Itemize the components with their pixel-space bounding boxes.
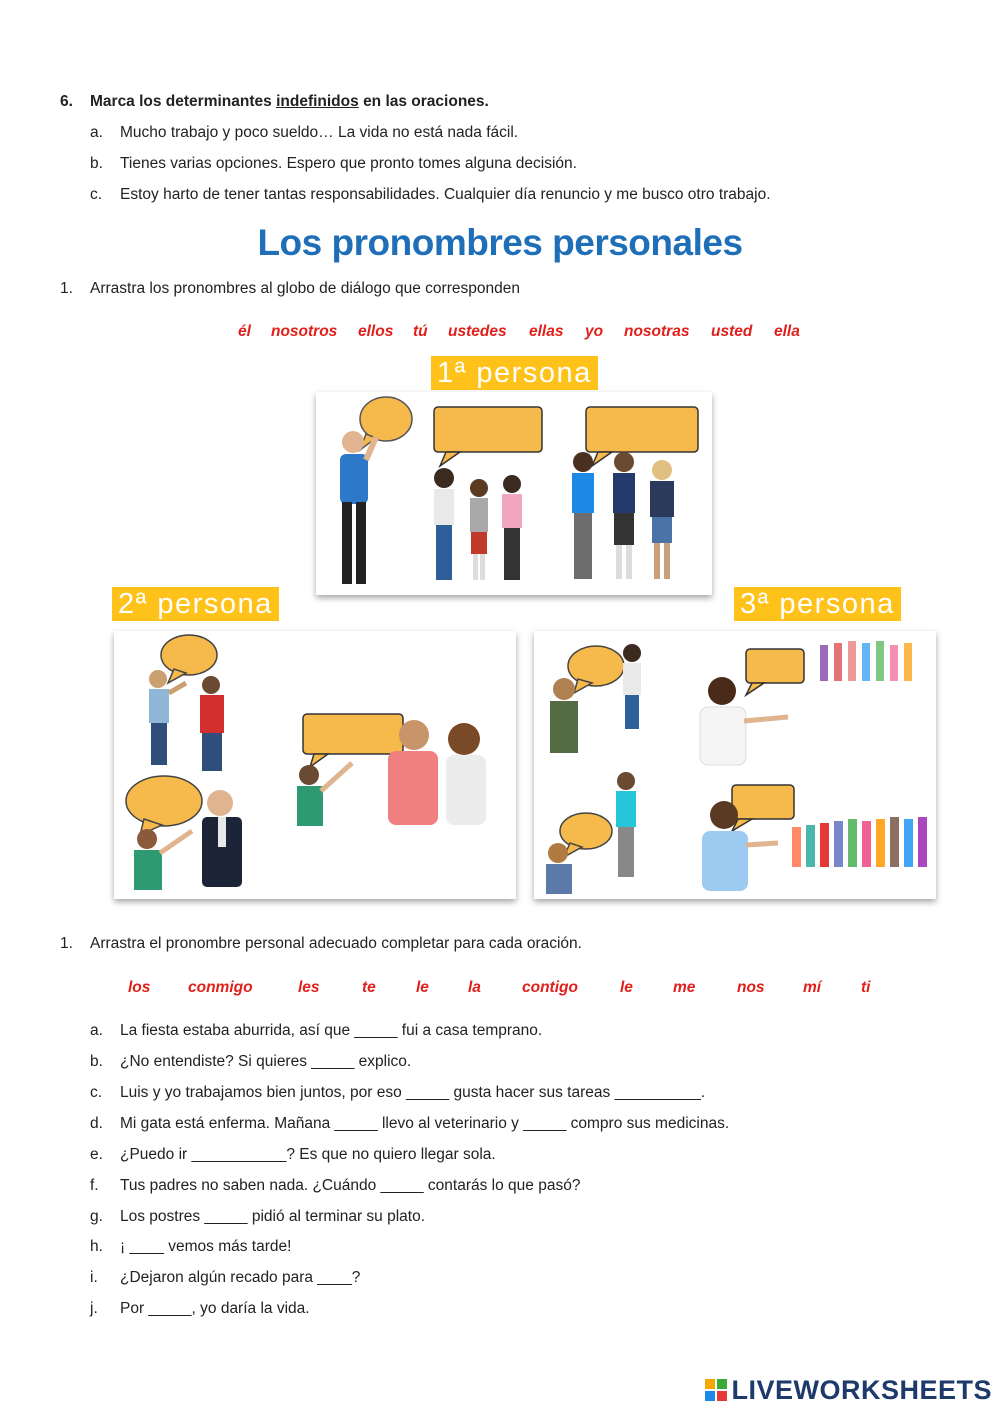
speech-bubble[interactable] [746,649,804,695]
item-text[interactable]: Mucho trabajo y poco sueldo… La vida no está nada fácil. [120,124,519,141]
draggable-word[interactable]: conmigo [188,979,253,996]
kids-line-figure [792,817,927,867]
section-title: Los pronombres personales [257,222,743,263]
sentence-i[interactable] [90,1269,360,1287]
speech-bubble[interactable] [126,776,202,835]
exercise-2-number: 1. [60,935,73,952]
draggable-word[interactable]: nosotros [271,323,338,340]
sentence-j[interactable] [90,1300,310,1318]
sentence-6b[interactable] [90,155,577,173]
item-letter: c. [90,1084,103,1101]
liveworksheets-brand: LIVEWORKSHEETS [731,1374,992,1405]
third-person-label: 3ª persona [734,587,901,621]
boy-red-sweater-figure [200,676,224,771]
sentence-d[interactable] [90,1115,729,1133]
draggable-word[interactable]: le [416,979,429,996]
item-letter: f. [90,1177,99,1194]
draggable-word[interactable]: nos [737,979,765,996]
draggable-word[interactable]: le [620,979,633,996]
item-letter: b. [90,1053,103,1070]
speech-bubble[interactable] [360,397,412,450]
sentence-c[interactable] [90,1084,705,1102]
exercise-2-instruction: Arrastra el pronombre personal adecuado completar para cada oración. [90,935,582,952]
kids-group-figure [572,452,674,579]
item-letter: c. [90,186,103,203]
sentence-h[interactable] [90,1238,291,1256]
first-person-label: 1ª persona [431,356,598,390]
draggable-word[interactable]: los [128,979,151,996]
item-text[interactable]: Mi gata está enferma. Mañana _____ llevo al veterinario y _____ compro sus medicinas. [120,1115,730,1132]
liveworksheets-logo-icon [705,1379,727,1401]
item-text[interactable]: ¡ ____ vemos más tarde! [120,1238,292,1255]
sentence-a[interactable] [90,1022,542,1040]
item-letter: g. [90,1208,103,1225]
speech-bubble[interactable] [586,407,698,466]
draggable-word[interactable]: yo [585,323,604,340]
first-person-image [316,392,712,595]
instruction-underlined: indefinidos [276,93,359,110]
boy-green-figure [134,829,192,890]
liveworksheets-footer[interactable] [705,1373,992,1407]
exercise-6-instruction [90,93,489,111]
draggable-word[interactable]: él [238,323,251,340]
draggable-word[interactable]: me [673,979,696,996]
couple-figure [388,720,486,825]
second-person-label: 2ª persona [112,587,279,621]
instruction-prefix: Marca los determinantes [90,93,272,110]
item-letter: d. [90,1115,103,1132]
item-text[interactable]: Tienes varias opciones. Espero que pronto tomes alguna decisión. [120,155,577,172]
item-text[interactable]: Tus padres no saben nada. ¿Cuándo _____ contarás lo que pasó? [120,1177,581,1194]
draggable-word[interactable]: contigo [522,979,578,996]
instruction-suffix: en las oraciones. [363,93,489,110]
draggable-word[interactable]: les [298,979,320,996]
sentence-b[interactable] [90,1053,411,1071]
item-text[interactable]: ¿No entendiste? Si quieres _____ explico. [120,1053,412,1070]
draggable-word[interactable]: nosotras [624,323,690,340]
second-person-image [114,631,516,899]
item-letter: a. [90,1022,103,1039]
draggable-word[interactable]: la [468,979,481,996]
speech-bubble[interactable] [732,785,794,831]
draggable-word[interactable]: usted [711,323,753,340]
boy-pointing-figure [297,763,352,826]
item-letter: j. [90,1300,98,1317]
item-letter: b. [90,155,103,172]
item-text[interactable]: ¿Puedo ir ___________? Es que no quiero llegar sola. [120,1146,496,1163]
woman-figure [700,677,788,765]
sentence-e[interactable] [90,1146,496,1164]
draggable-word[interactable]: ellos [358,323,394,340]
boy-figure [550,678,578,753]
man-figure [340,431,376,584]
businessman-figure [202,790,242,887]
speech-bubble[interactable] [560,813,612,857]
kids-line-figure [820,641,912,681]
girl-figure [623,644,641,729]
boy-pointing-figure [149,670,186,765]
item-letter: a. [90,124,103,141]
exercise-1-instruction: Arrastra los pronombres al globo de diálogo que corresponden [90,280,520,297]
sentence-6c[interactable] [90,186,771,204]
draggable-word[interactable]: tú [413,323,428,340]
boy-walking-figure [616,772,636,877]
item-text[interactable]: Luis y yo trabajamos bien juntos, por eso _____ gusta hacer sus tareas __________. [120,1084,706,1101]
sentence-g[interactable] [90,1208,425,1226]
item-letter: e. [90,1146,103,1163]
speech-bubble[interactable] [434,407,542,466]
speech-bubble[interactable] [568,646,624,693]
third-person-image [534,631,936,899]
kids-group-figure [434,468,522,580]
draggable-word[interactable]: ella [774,323,800,340]
exercise-1-number: 1. [60,280,73,297]
draggable-word[interactable]: te [362,979,376,996]
draggable-word[interactable]: mí [803,979,822,996]
item-text[interactable]: ¿Dejaron algún recado para ____? [120,1269,361,1286]
item-text[interactable]: Estoy harto de tener tantas responsabilidades. Cualquier día renuncio y me busco otro trabajo. [120,186,771,203]
item-text[interactable]: Los postres _____ pidió al terminar su plato. [120,1208,426,1225]
draggable-word[interactable]: ti [861,979,871,996]
item-letter: i. [90,1269,98,1286]
exercise-6-number: 6. [60,93,73,110]
sentence-6a[interactable] [90,124,518,142]
item-letter: h. [90,1238,103,1255]
draggable-word[interactable]: ustedes [448,323,507,340]
item-text[interactable]: Por _____, yo daría la vida. [120,1300,310,1317]
sentence-f[interactable] [90,1177,580,1195]
item-text[interactable]: La fiesta estaba aburrida, así que _____ fui a casa temprano. [120,1022,543,1039]
speech-bubble[interactable] [161,635,217,683]
draggable-word[interactable]: ellas [529,323,564,340]
